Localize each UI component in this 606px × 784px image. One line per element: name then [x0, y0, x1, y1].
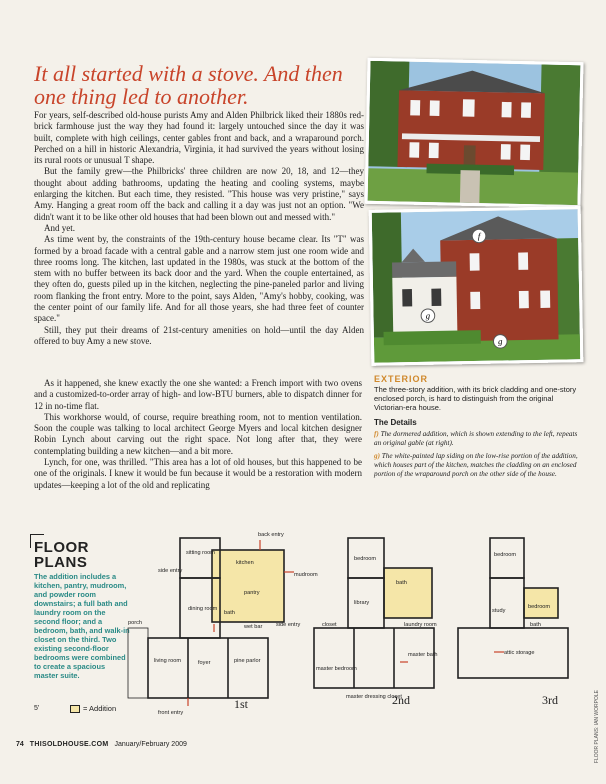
room-label: front entry: [158, 710, 184, 716]
room-label: bath: [224, 610, 235, 616]
room-label: bath: [396, 580, 407, 586]
floor-plans-diagram: [118, 528, 596, 728]
room-label: bath: [530, 622, 541, 628]
floor-plans-title: [34, 540, 89, 570]
exterior-heading: EXTERIOR: [374, 374, 429, 384]
details-heading: The Details: [374, 418, 417, 427]
paragraph: For years, self-described old-house purists Amy and Alden Philbrick liked their 1880s red-brick farmhouse just the way they had found it: largely untouched since the day it was built, complete with high ceilings, center gables front and back, and a wraparound porch. Perched on a hill in historic Alexandria, Virginia, it had survived the years without losing its rural roots or unusual T shape.: [34, 110, 364, 166]
room-label: pine parlor: [234, 658, 261, 664]
floor-label: 3rd: [542, 693, 558, 707]
room-label: dining room: [188, 606, 218, 612]
article-body-bottom: [34, 378, 362, 491]
photo-label: g: [498, 336, 503, 347]
room-label: side entry: [276, 622, 301, 628]
caption-text: The white-painted lap siding on the low-rise portion of the addition, which houses part of the kitchen, matches the cladding on an enclosed portion of the wraparound porch on the other side of the house.: [374, 452, 578, 478]
room-label: attic storage: [504, 650, 535, 656]
room-label: sitting room: [186, 550, 215, 556]
room-label: living room: [154, 658, 182, 664]
floor-label: 2nd: [392, 693, 410, 707]
caption-text: The dormered addition, which is shown extending to the left, repeats an original gable (at right).: [374, 430, 578, 447]
photo-label: f: [477, 230, 481, 241]
room-label: kitchen: [236, 560, 254, 566]
caption-key: g): [374, 452, 380, 460]
room-label: laundry room: [404, 622, 437, 628]
room-label: bedroom: [354, 556, 377, 562]
room-label: wet bar: [244, 624, 263, 630]
paragraph: And yet.: [44, 222, 75, 233]
title-line: FLOOR: [34, 539, 89, 556]
scale-label: 5': [34, 705, 40, 712]
exterior-description: The three-story addition, with its brick cladding and one-story enclosed porch, is hard to distinguish from the original Victorian-era house.: [374, 385, 577, 412]
headline: It all started with a stove. And then one thing led to another.: [34, 61, 343, 109]
house-addition-photo: [369, 206, 584, 366]
caption-f: [374, 430, 582, 448]
house-front-photo: [364, 58, 583, 208]
room-label: back entry: [258, 532, 284, 538]
caption-key: f): [374, 430, 379, 438]
room-label: porch: [128, 620, 142, 626]
room-label: mudroom: [294, 572, 318, 578]
floor-label: 1st: [234, 697, 249, 711]
legend-label: = Addition: [83, 704, 117, 713]
floor-plans-description: The addition includes a kitchen, pantry, mudroom, and powder room downstairs; a full bath and laundry room on the second floor; and a bedroom, bath, and walk-in closet on the third. Two existing second-floor bedrooms were combined to create a spacious master suite.: [34, 572, 130, 680]
paragraph: Still, they put their dreams of 21st-century amenities on hold—until the day Alden offered to buy Amy a new stove.: [34, 324, 364, 346]
photo-credit: FLOOR PLANS: IAN WORPOLE: [594, 690, 600, 764]
room-label: master dressing closet: [346, 694, 402, 700]
room-label: master bath: [408, 652, 438, 658]
issue-date: January/February 2009: [114, 741, 187, 748]
room-label: foyer: [198, 660, 211, 666]
room-label: pantry: [244, 590, 260, 596]
legend: [70, 704, 116, 713]
room-label: library: [354, 600, 370, 606]
page-number: 74: [16, 741, 24, 748]
title-line: PLANS: [34, 554, 88, 571]
room-label: study: [492, 608, 506, 614]
paragraph: This workhorse would, of course, require breathing room, not to mention ventilation. Soon the couple was talking to local architect George Myers and local kitchen designer Robin Lynch about carving out the right space. Not long after that, they were contemplating building a new kitchen—and a bit more.: [34, 411, 362, 456]
room-label: bedroom: [494, 552, 517, 558]
paragraph: As time went by, the constraints of the 19th-century house became clear. Its "T" was formed by a broad facade with a central gable and a narrow stem just one room wide and three rooms long. The kitchen, last updated in the 1980s, was stuck at the bottom of the stem with no buffer between its back door and the yard. When the couple entertained, as they often do, guests piled up in the kitchen, neglecting the pine-paneled parlor and living room flanking the front entry. More to the point, says Alden, "Amy's hobby, cooking, was the center point of our family life. And for all those years, she had three feet of counter space.": [34, 234, 364, 324]
site-name: THISOLDHOUSE.COM: [29, 741, 109, 748]
paragraph: Lynch, for one, was thrilled. "This area has a lot of old houses, but this happened to be one of the originals. I knew it would be fun because it would be a restoration with modern updates—keeping a lot of the old and replicating: [34, 457, 362, 490]
room-label: closet: [322, 622, 337, 628]
paragraph: But the family grew—the Philbricks' three children are now 20, 18, and 12—they thought about adding bathrooms, updating the heating and cooling systems, maybe enlarging the kitchen. But each time, they resisted. "This house was very pristine," says Amy. Hanging a great room off the back and calling it a day was just not an option. "We didn't want it to be like other old houses that had been blown out and messed with.": [34, 166, 364, 222]
caption-g: [374, 452, 582, 479]
addition-swatch: [70, 705, 80, 713]
room-label: master bedroom: [316, 666, 357, 672]
photo-label: g: [425, 310, 431, 321]
room-label: side entry: [158, 568, 183, 574]
room-label: bedroom: [528, 604, 551, 610]
page-footer: [16, 741, 187, 748]
paragraph: As it happened, she knew exactly the one she wanted: a French import with two ovens and a customized-to-order array of high- and low-BTU burners, able to dispatch dinner for 12 in no-time flat.: [34, 378, 362, 411]
article-body-top: [34, 110, 364, 347]
